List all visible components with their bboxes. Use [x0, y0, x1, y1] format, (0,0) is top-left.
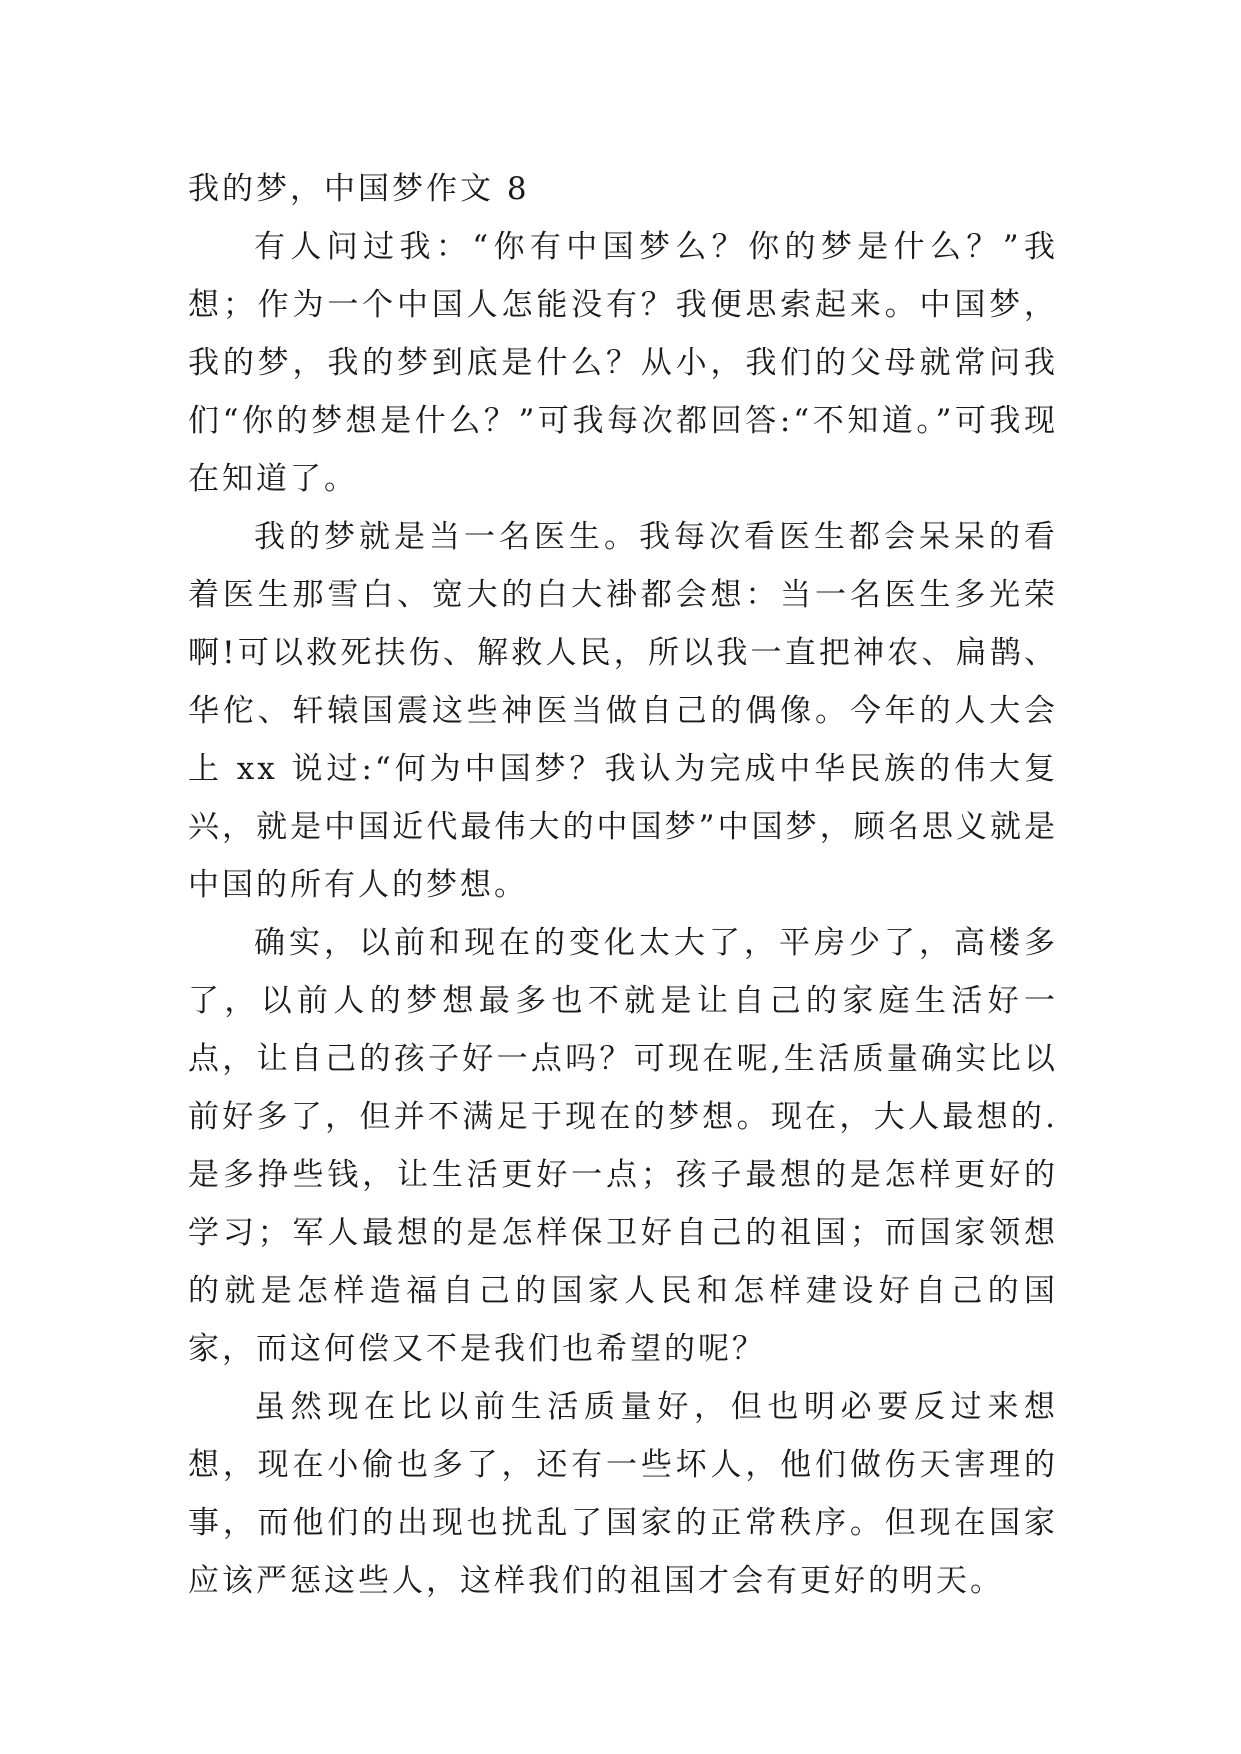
paragraph-1: 有人问过我：“你有中国梦么？你的梦是什么？”我想；作为一个中国人怎能没有？我便思索起来。中国梦，我的梦，我的梦到底是什么？从小，我们的父母就常问我们“你的梦想是什么？”可我每次都回答:“不知道。”可我现在知道了。 [188, 229, 1058, 497]
paragraph-2: 我的梦就是当一名医生。我每次看医生都会呆呆的看着医生那雪白、宽大的白大褂都会想：当一名医生多光荣啊!可以救死扶伤、解救人民，所以我一直把神农、扁鹊、华佗、轩辕国震这些神医当做自己的偶像。今年的人大会上 xx 说过:“何为中国梦？我认为完成中华民族的伟大复兴，就是中国近代最伟大的中国梦”中国梦，顾名思义就是中国的所有人的梦想。 [188, 519, 1058, 903]
paragraph-3: 确实，以前和现在的变化太大了，平房少了，高楼多了，以前人的梦想最多也不就是让自己的家庭生活好一点，让自己的孩子好一点吗？可现在呢,生活质量确实比以前好多了，但并不满足于现在的梦想。现在，大人最想的.是多挣些钱，让生活更好一点；孩子最想的是怎样更好的学习；军人最想的是怎样保卫好自己的祖国；而国家领想的就是怎样造福自己的国家人民和怎样建设好自己的国家，而这何偿又不是我们也希望的呢？ [188, 925, 1058, 1367]
document-body [188, 160, 1058, 1610]
paragraph-4: 虽然现在比以前生活质量好，但也明必要反过来想想，现在小偷也多了，还有一些坏人，他们做伤天害理的事，而他们的出现也扰乱了国家的正常秩序。但现在国家应该严惩这些人，这样我们的祖国才会有更好的明天。 [188, 1389, 1058, 1599]
document-title: 我的梦，中国梦作文 8 [188, 171, 530, 207]
